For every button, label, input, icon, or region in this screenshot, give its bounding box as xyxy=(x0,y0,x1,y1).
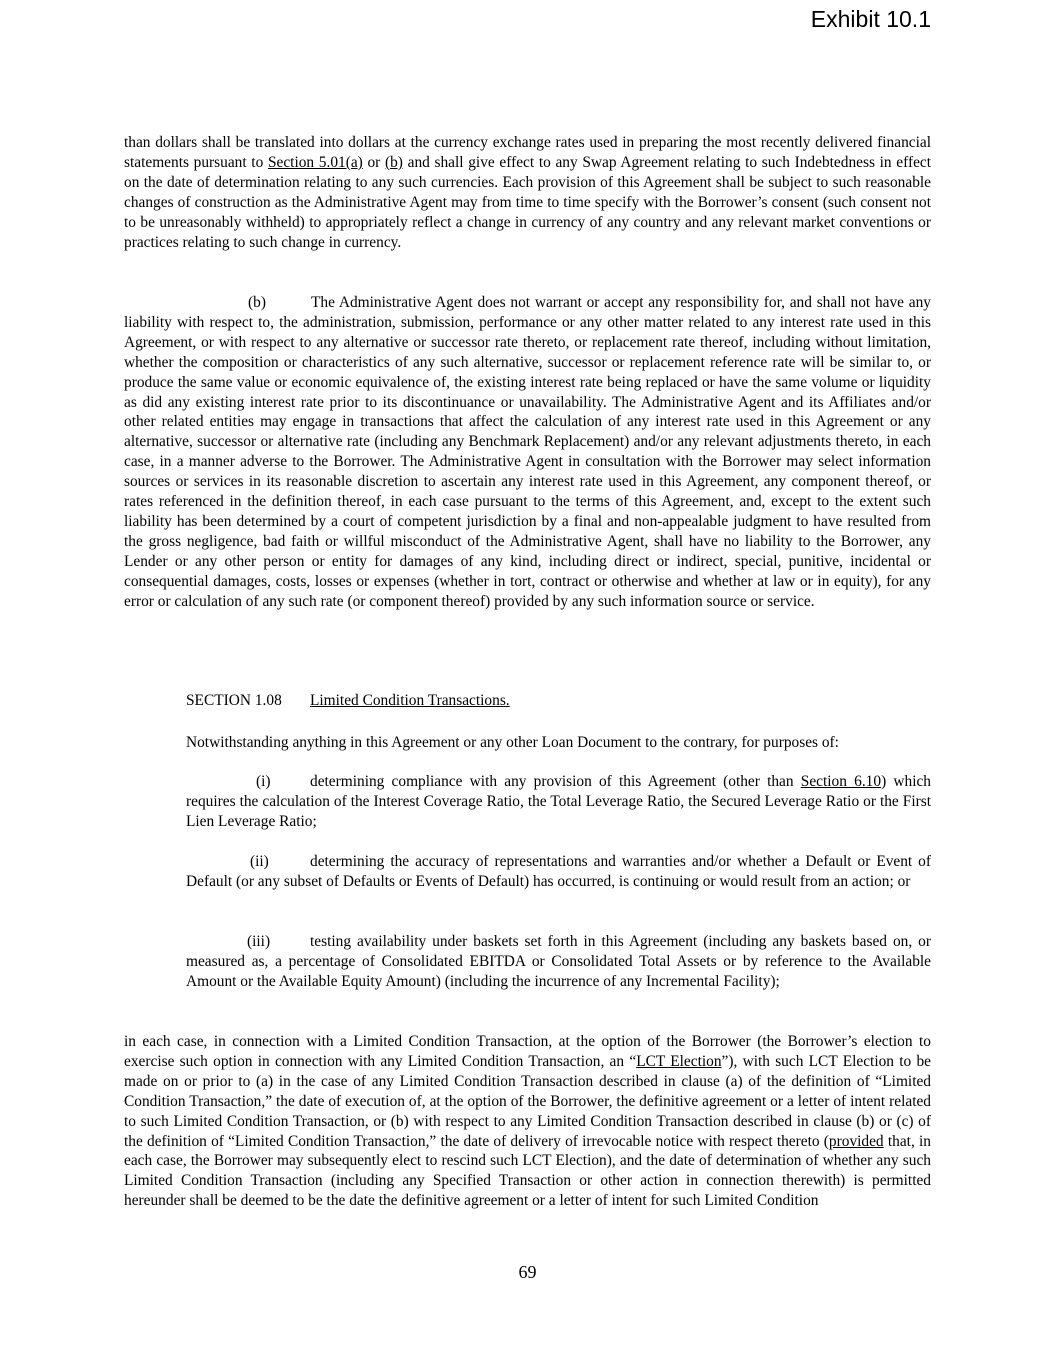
text-run: ) which requires the calculation of the Interest Coverage Ratio, the Total Leverage Ratio, the Secured Leverage Ratio or the First Lien Leverage Ratio; xyxy=(186,773,931,830)
text-run: or xyxy=(362,153,385,171)
section-number: SECTION 1.08 xyxy=(186,692,282,709)
paragraph-b-text: The Administrative Agent does not warrant or accept any responsibility for, and shall not have any liability with respect to, the administration, submission, performance or any other matter related to any interest rate used in this Agreement, or with respect to any alternative or successor rate thereto, or replacement rate thereof, including without limitation, whether the composition or characteristics of any such alternative, successor or replacement reference rate will be similar to, or produce the same value or economic equivalence of, the existing interest rate being replaced or have the same volume or liquidity as did any existing interest rate prior to its discontinuance or unavailability. The Administrative Agent and its Affiliates and/or other related entities may engage in transactions that affect the calculation of any interest rate used in this Agreement or any alternative, successor or alternative rate (including any Benchmark Replacement) and/or any relevant adjustments thereto, in each case, in a manner adverse to the Borrower. The Administrative Agent in consultation with the Borrower may select information sources or services in its reasonable discretion to ascertain any interest rate used in this Agreement, any component thereof, or rates referenced in the definition thereof, in each case pursuant to the terms of this Agreement, and, except to the extent such liability has been determined by a court of competent jurisdiction by a final and non-appealable judgment to have resulted from the gross negligence, bad faith or willful misconduct of the Administrative Agent, shall have no liability to the Borrower, any Lender or any other person or entity for damages of any kind, including direct or indirect, special, punitive, incidental or consequential damages, costs, losses or expenses (whether in tort, contract or otherwise and whether at law or in equity), for any error or calculation of any such rate (or component thereof) provided by any such information source or service. xyxy=(124,294,931,610)
text-run: determining the accuracy of representations and warranties and/or whether a Default or Event of Default (or any subset of Defaults or Events of Default) has occurred, is continuing or would result from an action; or xyxy=(186,853,931,890)
exhibit-label: Exhibit 10.1 xyxy=(810,6,931,32)
clause-label: (b) xyxy=(248,294,266,311)
section-heading xyxy=(186,691,510,711)
list-item-ii xyxy=(186,852,931,892)
section-title: Limited Condition Transactions. xyxy=(310,692,510,709)
paragraph-b xyxy=(124,293,931,612)
page-number: 69 xyxy=(518,1262,537,1282)
list-item-number: (i) xyxy=(256,773,271,790)
defined-term: provided xyxy=(828,1132,884,1150)
section-intro: Notwithstanding anything in this Agreement or any other Loan Document to the contrary, for purposes of: xyxy=(186,734,839,751)
list-item-number: (ii) xyxy=(250,853,269,870)
text-run: testing availability under baskets set forth in this Agreement (including any baskets based on, or measured as, a percentage of Consolidated EBITDA or Consolidated Total Assets or by reference to the Available Amount or the Available Equity Amount) (including the incurrence of any Incremental Facility); xyxy=(186,933,931,990)
defined-term: LCT Election xyxy=(636,1052,722,1070)
list-item-i xyxy=(186,772,931,832)
list-item-iii xyxy=(186,932,931,992)
paragraph-lct-election xyxy=(124,1032,931,1211)
paragraph-currency-translation xyxy=(124,133,931,252)
list-item-number: (iii) xyxy=(247,933,271,950)
text-run: determining compliance with any provision of this Agreement (other than xyxy=(310,773,801,790)
section-reference: Section 5.01(a) xyxy=(267,153,363,171)
text-run: ”), with such LCT Election to be made on or prior to (a) in the case of any Limited Condition Transaction described in clause (a) of the definition of “Limited Condition Transaction,” the date of execution of, at the option of the Borrower, the definitive agreement or a letter of intent related to such Limited Condition Transaction, or (b) with respect to any Limited Condition Transaction described in clause (b) or (c) of the definition of “Limited Condition Transaction,” the date of delivery of irrevocable notice with respect thereto ( xyxy=(124,1052,931,1150)
section-reference: Section 6.10 xyxy=(800,773,882,790)
text-run: that, in each case, the Borrower may subsequently elect to rescind such LCT Election), and the date of determination of whether any such Limited Condition Transaction (including any Specified Transaction or other action in connection therewith) is permitted hereunder shall be deemed to be the date the definitive agreement or a letter of intent for such Limited Condition xyxy=(124,1132,932,1210)
text-run: and shall give effect to any Swap Agreement relating to such Indebtedness in effect on the date of determination relating to any such currencies. Each provision of this Agreement shall be subject to such reasonable changes of construction as the Administrative Agent may from time to time specify with the Borrower’s consent (such consent not to be unreasonably withheld) to appropriately reflect a change in currency of any country and any relevant market conventions or practices relating to such change in currency. xyxy=(124,153,932,251)
text-run: in each case, in connection with a Limited Condition Transaction, at the option of the Borrower (the Borrower’s election to exercise such option in connection with any Limited Condition Transaction, an “ xyxy=(124,1033,931,1070)
text-run: than dollars shall be translated into dollars at the currency exchange rates used in preparing the most recently delivered financial statements pursuant to xyxy=(124,134,931,171)
section-reference: (b) xyxy=(384,153,403,171)
